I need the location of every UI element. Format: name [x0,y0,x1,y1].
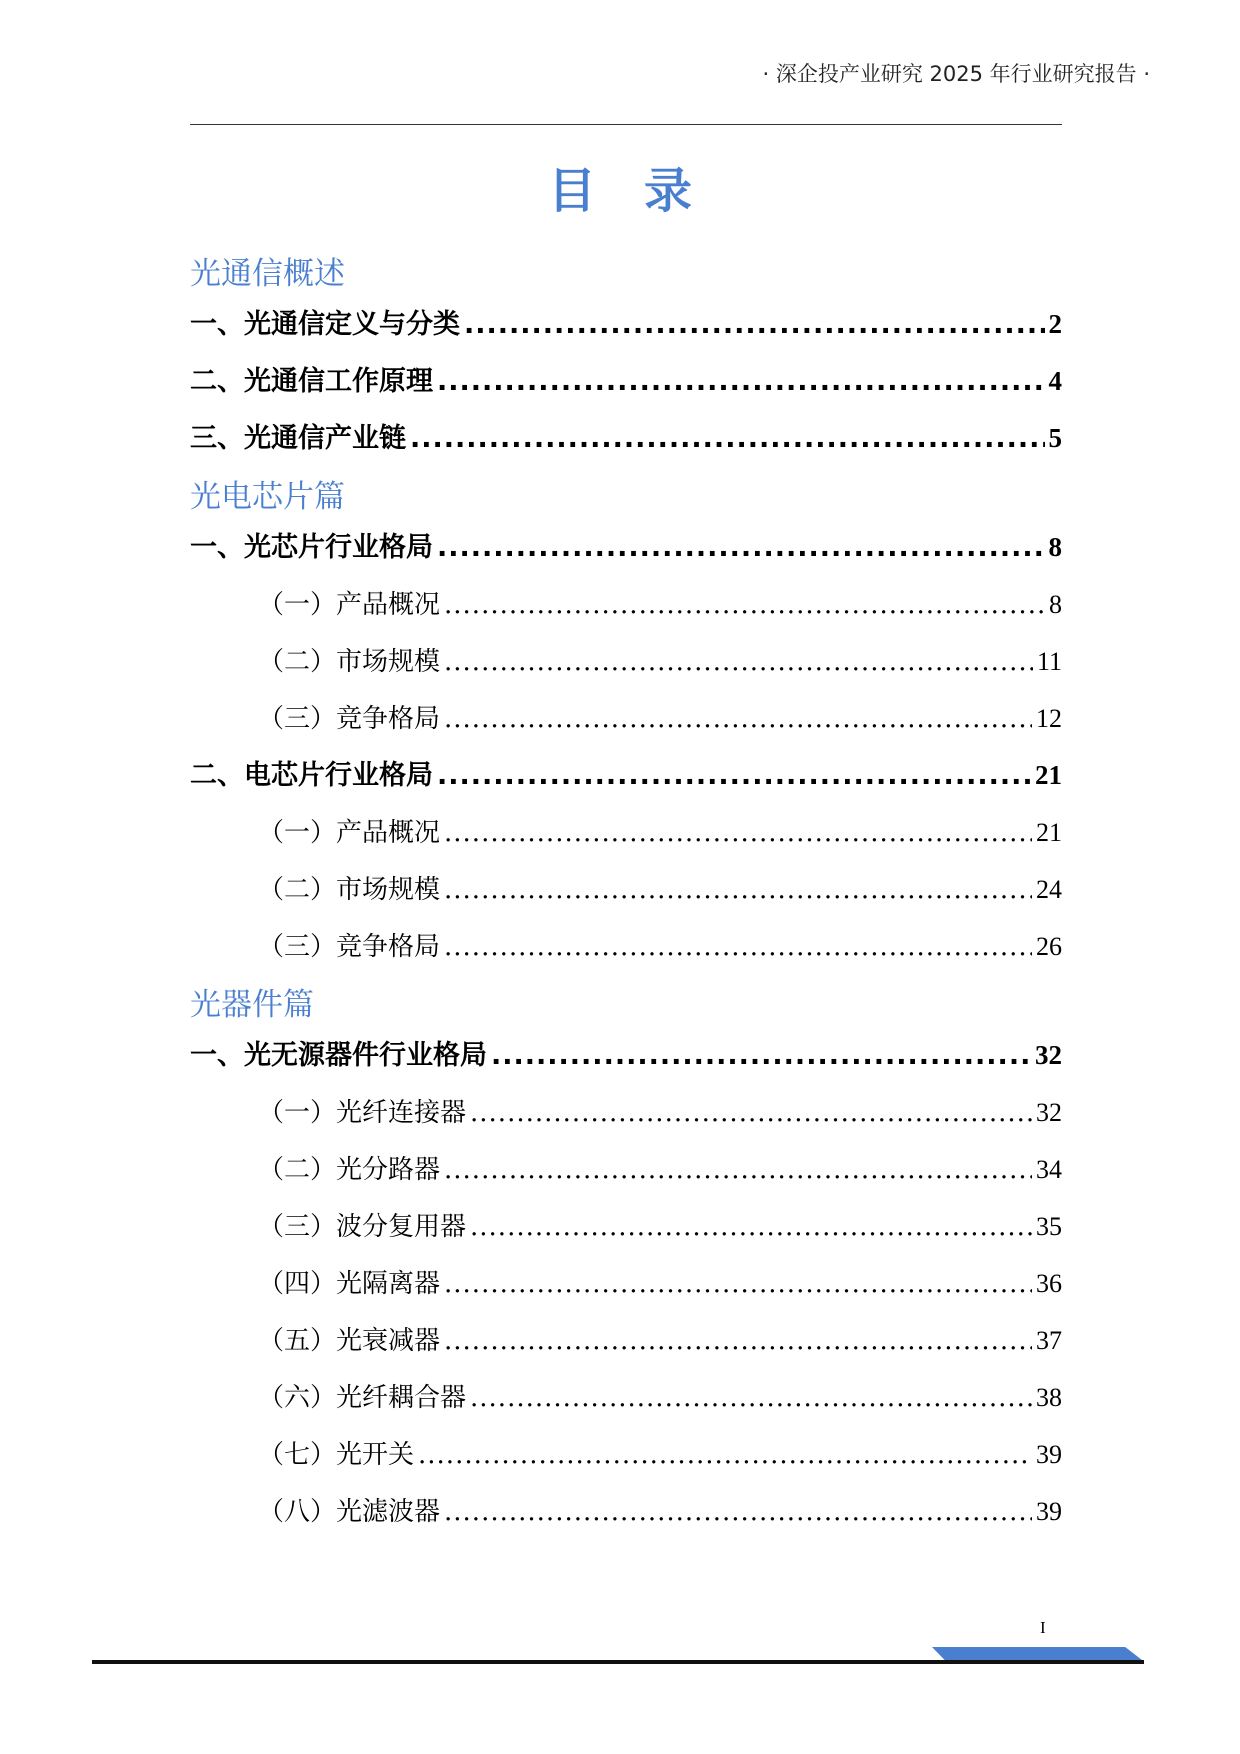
toc-title: 目录 [547,163,740,219]
toc-entry-page: 39 [1036,1497,1062,1526]
toc-entry-label: （二）光分路器 [258,1155,441,1185]
toc-entry-label: （一）产品概况 [258,818,441,848]
toc-dot-leader [464,296,1045,353]
toc-section-title: 光电芯片篇 [190,479,345,515]
toc-entry-label: 二、电芯片行业格局 [190,760,433,791]
toc-entry-label: （二）市场规模 [258,875,441,905]
toc-entry-label: （三）竞争格局 [258,932,441,962]
toc-dot-leader [444,1142,1032,1198]
toc-entry-chapter[interactable] [190,353,1062,410]
toc-dot-leader [470,1085,1032,1141]
toc-entry-page: 38 [1036,1383,1062,1412]
toc-entry-label: （一）产品概况 [258,590,441,620]
toc-entry-label: 三、光通信产业链 [190,423,406,454]
toc-entry-subsection[interactable] [190,690,1062,747]
toc-entry-page: 36 [1036,1269,1062,1298]
toc-entry-page: 24 [1036,875,1062,904]
toc-entry-label: 一、光通信定义与分类 [190,309,460,340]
toc-dot-leader [437,353,1045,410]
toc-entry-page: 21 [1035,760,1062,790]
toc-entry-label: （三）竞争格局 [258,704,441,734]
toc-dot-leader [444,862,1032,918]
toc-dot-leader [418,1427,1032,1483]
toc-entry-subsection[interactable] [190,1255,1062,1312]
toc-entry-subsection[interactable] [190,1426,1062,1483]
toc-entry-subsection[interactable] [190,861,1062,918]
toc-entry-subsection[interactable] [190,1198,1062,1255]
toc-dot-leader [444,1313,1032,1369]
toc-dot-leader [444,1484,1032,1540]
toc-entry-page: 32 [1036,1098,1062,1127]
toc-entry-chapter[interactable] [190,296,1062,353]
toc-entry-subsection[interactable] [190,576,1062,633]
toc-entry-page: 4 [1048,366,1062,396]
toc-entry-subsection[interactable] [190,804,1062,861]
toc-entry-page: 26 [1036,932,1062,961]
toc-entry-label: （五）光衰减器 [258,1326,441,1356]
toc-entry-page: 12 [1036,704,1062,733]
toc-entry-subsection[interactable] [190,1312,1062,1369]
toc-section-title: 光器件篇 [190,987,314,1023]
footer-divider [92,1660,1144,1664]
toc-entry-chapter[interactable] [190,519,1062,576]
toc-entry-label: （八）光滤波器 [258,1497,441,1527]
toc-entry-label: （六）光纤耦合器 [258,1383,467,1413]
toc-entry-chapter[interactable] [190,1027,1062,1084]
toc-entry-chapter[interactable] [190,410,1062,467]
toc-entry-page: 8 [1049,590,1062,619]
toc-entry-page: 2 [1048,309,1062,339]
toc-entry-subsection[interactable] [190,1483,1062,1540]
toc-entry-page: 5 [1048,423,1062,453]
toc-section-title: 光通信概述 [190,256,345,292]
toc-dot-leader [437,747,1031,804]
toc-dot-leader [444,634,1033,690]
toc-dot-leader [444,805,1032,861]
toc-dot-leader [470,1370,1032,1426]
toc-entry-label: （四）光隔离器 [258,1269,441,1299]
toc-entry-label: （二）市场规模 [258,647,441,677]
toc-entry-subsection[interactable] [190,1369,1062,1426]
header-divider [190,124,1062,125]
toc-entry-page: 32 [1035,1040,1062,1070]
toc-entry-label: （三）波分复用器 [258,1212,467,1242]
toc-dot-leader [470,1199,1032,1255]
toc-entry-page: 8 [1048,532,1062,562]
toc-entry-page: 34 [1036,1155,1062,1184]
footer-accent-bar [932,1647,1142,1660]
toc-entry-subsection[interactable] [190,918,1062,975]
toc-dot-leader [491,1027,1031,1084]
toc-dot-leader [444,919,1032,975]
toc-entry-page: 11 [1036,647,1062,676]
toc-entry-label: 一、光芯片行业格局 [190,532,433,563]
toc-entry-chapter[interactable] [190,747,1062,804]
report-header: · 深企投产业研究 2025 年行业研究报告 · [762,62,1150,86]
footer-page-number: I [1040,1618,1046,1637]
toc-entry-subsection[interactable] [190,633,1062,690]
toc-entry-page: 35 [1036,1212,1062,1241]
toc-dot-leader [444,691,1032,747]
toc-entry-page: 39 [1036,1440,1062,1469]
toc-dot-leader [444,1256,1032,1312]
toc-dot-leader [410,410,1045,467]
toc-entry-label: （一）光纤连接器 [258,1098,467,1128]
toc-entry-page: 21 [1036,818,1062,847]
toc-entry-subsection[interactable] [190,1141,1062,1198]
toc-dot-leader [444,577,1045,633]
toc-entry-label: （七）光开关 [258,1440,415,1470]
table-of-contents [190,252,1062,1540]
toc-entry-subsection[interactable] [190,1084,1062,1141]
toc-dot-leader [437,519,1045,576]
toc-entry-label: 二、光通信工作原理 [190,366,433,397]
toc-entry-page: 37 [1036,1326,1062,1355]
toc-entry-label: 一、光无源器件行业格局 [190,1040,487,1071]
